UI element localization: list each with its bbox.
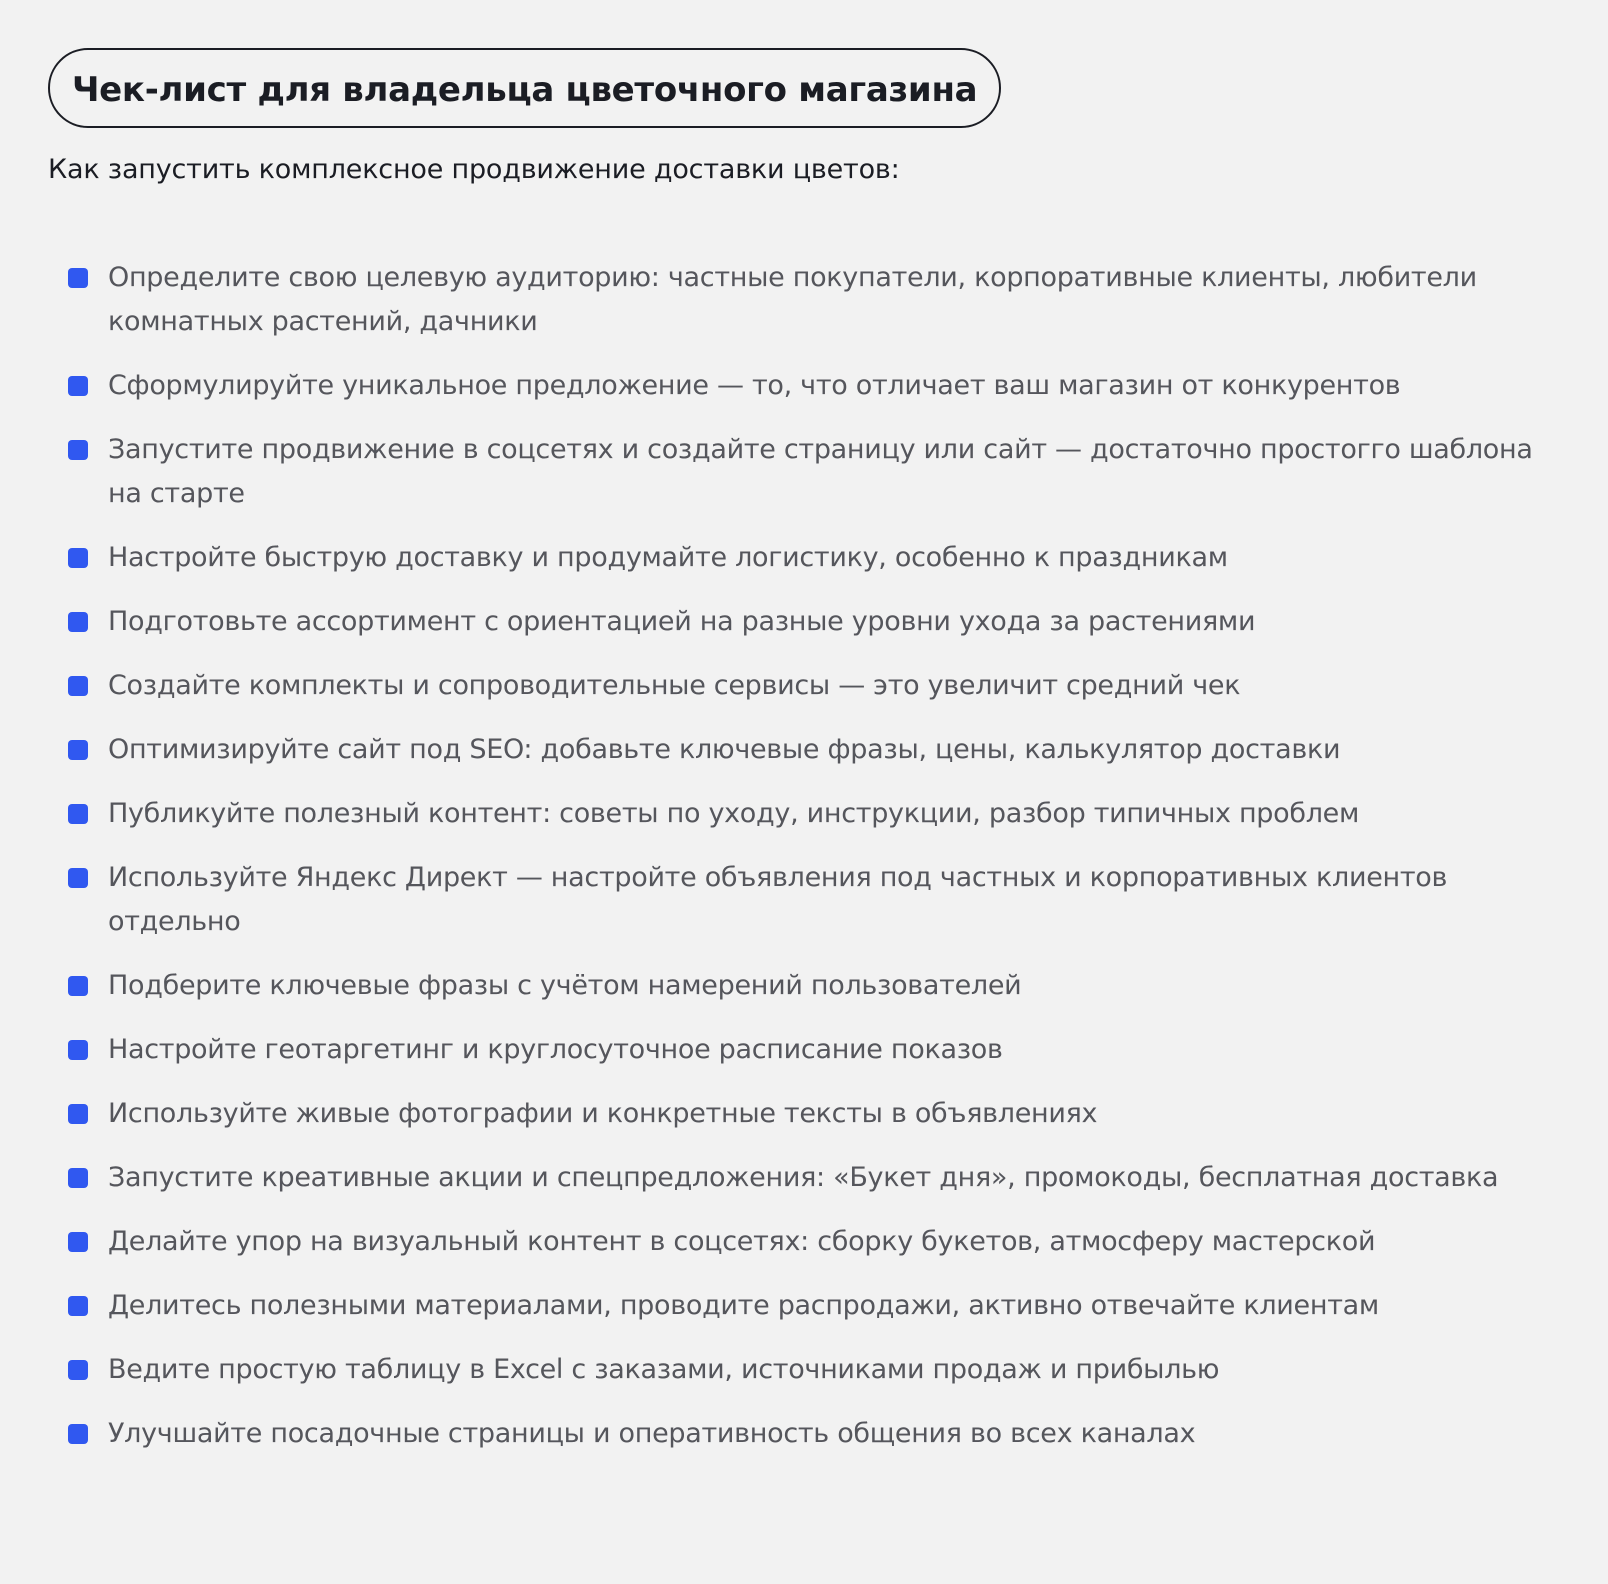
subtitle: Как запустить комплексное продвижение доставки цветов: bbox=[48, 154, 900, 185]
square-bullet-icon bbox=[68, 1040, 88, 1060]
square-bullet-icon bbox=[68, 1232, 88, 1252]
list-item bbox=[48, 664, 1568, 708]
square-bullet-icon bbox=[68, 268, 88, 288]
square-bullet-icon bbox=[68, 804, 88, 824]
list-item-text: Настройте быструю доставку и продумайте логистику, особенно к праздникам bbox=[108, 542, 1228, 573]
square-bullet-icon bbox=[68, 1168, 88, 1188]
list-item bbox=[48, 1284, 1568, 1328]
list-item bbox=[48, 792, 1568, 836]
square-bullet-icon bbox=[68, 1360, 88, 1380]
square-bullet-icon bbox=[68, 868, 88, 888]
square-bullet-icon bbox=[68, 1424, 88, 1444]
square-bullet-icon bbox=[68, 1104, 88, 1124]
list-item bbox=[48, 1220, 1568, 1264]
square-bullet-icon bbox=[68, 612, 88, 632]
list-item bbox=[48, 856, 1568, 944]
list-item-text: Запустите продвижение в соцсетях и создайте страницу или сайт — достаточно простогго шаблона на старте bbox=[108, 434, 1533, 509]
list-item-text: Подберите ключевые фразы с учётом намерений пользователей bbox=[108, 970, 1022, 1001]
list-item-text: Подготовьте ассортимент с ориентацией на разные уровни ухода за растениями bbox=[108, 606, 1256, 637]
list-item bbox=[48, 536, 1568, 580]
list-item bbox=[48, 364, 1568, 408]
square-bullet-icon bbox=[68, 548, 88, 568]
square-bullet-icon bbox=[68, 1296, 88, 1316]
list-item bbox=[48, 428, 1568, 516]
checklist bbox=[48, 256, 1568, 1476]
list-item-text: Публикуйте полезный контент: советы по уходу, инструкции, разбор типичных проблем bbox=[108, 798, 1360, 829]
list-item-text: Сформулируйте уникальное предложение — то, что отличает ваш магазин от конкурентов bbox=[108, 370, 1401, 401]
list-item bbox=[48, 1156, 1568, 1200]
checklist-page bbox=[48, 48, 1568, 1449]
list-item-text: Запустите креативные акции и спецпредложения: «Букет дня», промокоды, бесплатная доставка bbox=[108, 1162, 1499, 1193]
list-item bbox=[48, 728, 1568, 772]
list-item-text: Используйте живые фотографии и конкретные тексты в объявлениях bbox=[108, 1098, 1098, 1129]
list-item-text: Используйте Яндекс Директ — настройте объявления под частных и корпоративных клиентов отдельно bbox=[108, 862, 1448, 937]
square-bullet-icon bbox=[68, 740, 88, 760]
list-item-text: Делайте упор на визуальный контент в соцсетях: сборку букетов, атмосферу мастерской bbox=[108, 1226, 1376, 1257]
square-bullet-icon bbox=[68, 676, 88, 696]
list-item bbox=[48, 964, 1568, 1008]
list-item bbox=[48, 1348, 1568, 1392]
list-item bbox=[48, 1412, 1568, 1456]
square-bullet-icon bbox=[68, 440, 88, 460]
square-bullet-icon bbox=[68, 976, 88, 996]
list-item-text: Ведите простую таблицу в Excel с заказами, источниками продаж и прибылью bbox=[108, 1354, 1220, 1385]
list-item-text: Определите свою целевую аудиторию: частные покупатели, корпоративные клиенты, любители комнатных растений, дачники bbox=[108, 262, 1477, 337]
square-bullet-icon bbox=[68, 376, 88, 396]
list-item bbox=[48, 600, 1568, 644]
list-item-text: Создайте комплекты и сопроводительные сервисы — это увеличит средний чек bbox=[108, 670, 1241, 701]
list-item-text: Оптимизируйте сайт под SEO: добавьте ключевые фразы, цены, калькулятор доставки bbox=[108, 734, 1341, 765]
list-item bbox=[48, 1028, 1568, 1072]
list-item-text: Улучшайте посадочные страницы и оперативность общения во всех каналах bbox=[108, 1418, 1196, 1449]
list-item-text: Делитесь полезными материалами, проводите распродажи, активно отвечайте клиентам bbox=[108, 1290, 1379, 1321]
list-item-text: Настройте геотаргетинг и круглосуточное расписание показов bbox=[108, 1034, 1003, 1065]
page-title: Чек-лист для владельца цветочного магазина bbox=[48, 48, 1001, 128]
list-item bbox=[48, 1092, 1568, 1136]
list-item bbox=[48, 256, 1568, 344]
